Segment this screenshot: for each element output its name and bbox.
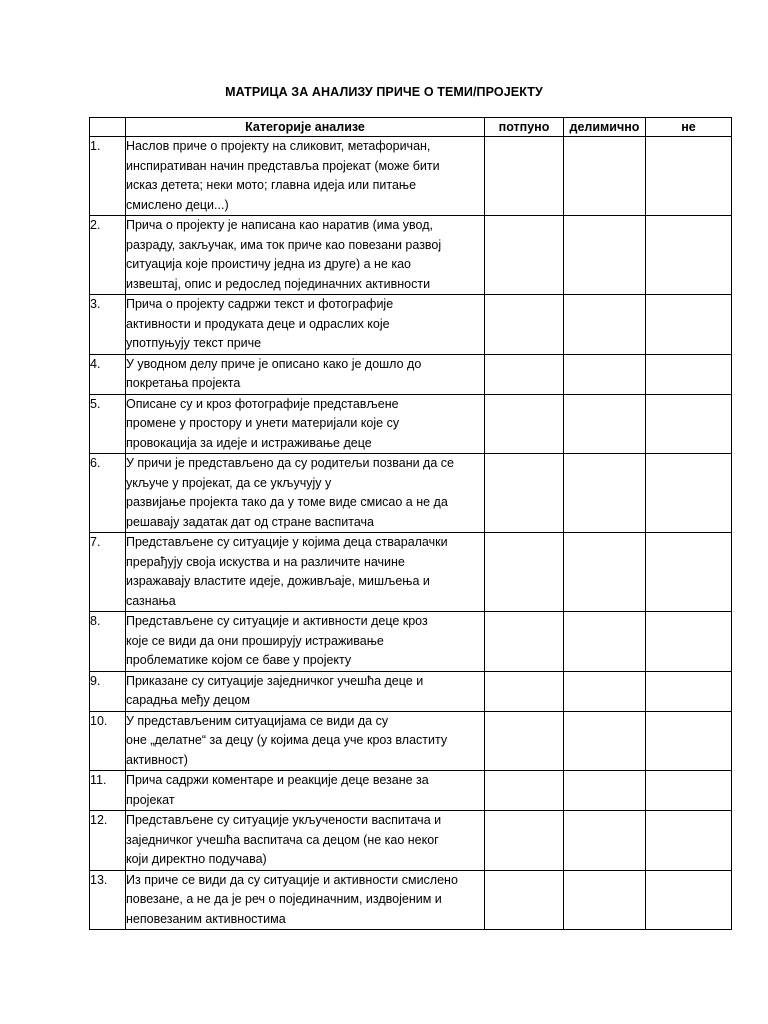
rating-cell-full[interactable] <box>485 711 564 771</box>
rating-cell-full[interactable] <box>485 137 564 216</box>
rating-cell-no[interactable] <box>646 137 732 216</box>
rating-cell-partial[interactable] <box>564 354 646 394</box>
row-number: 5. <box>90 394 126 454</box>
category-text-line: промене у простору и унети материјали које су <box>126 416 400 430</box>
category-text-line: сазнања <box>126 593 176 608</box>
category-text-line: инспиративан начин представља пројекат (може бити <box>126 158 440 173</box>
row-number: 13. <box>90 870 126 930</box>
row-category-text <box>126 295 485 355</box>
category-text-line: активност) <box>126 752 188 767</box>
category-text-line: ситуација које проистичу једна из друге) а не као <box>126 257 412 271</box>
rating-cell-full[interactable] <box>485 870 564 930</box>
table-row <box>90 811 732 871</box>
rating-cell-full[interactable] <box>485 295 564 355</box>
rating-cell-partial[interactable] <box>564 137 646 216</box>
analysis-matrix-table <box>89 117 732 930</box>
rating-cell-partial[interactable] <box>564 671 646 711</box>
category-text-line: које се види да они проширују истраживање <box>126 633 384 648</box>
rating-cell-no[interactable] <box>646 354 732 394</box>
rating-cell-partial[interactable] <box>564 711 646 771</box>
rating-cell-no[interactable] <box>646 454 732 533</box>
table-row <box>90 137 732 216</box>
category-text-line: повезане, а не да је реч о појединачним, издвојеним и <box>126 892 442 906</box>
rating-cell-partial[interactable] <box>564 394 646 454</box>
row-category-text <box>126 612 485 672</box>
header-no: не <box>646 118 732 137</box>
rating-cell-partial[interactable] <box>564 295 646 355</box>
row-category-text <box>126 811 485 871</box>
category-text-line: Представљене су ситуације укључености васпитача и <box>126 813 442 827</box>
table-body <box>90 137 732 930</box>
rating-cell-partial[interactable] <box>564 612 646 672</box>
category-text-line: сарадња међу децом <box>126 693 251 707</box>
rating-cell-partial[interactable] <box>564 811 646 871</box>
table-row <box>90 354 732 394</box>
category-text-line: прерађују своја искуства и на различите начине <box>126 554 405 569</box>
rating-cell-full[interactable] <box>485 216 564 295</box>
table-row <box>90 533 732 612</box>
category-text-line: провокација за идеје и истраживање деце <box>126 435 372 450</box>
row-category-text <box>126 533 485 612</box>
rating-cell-full[interactable] <box>485 454 564 533</box>
table-row <box>90 394 732 454</box>
row-category-text <box>126 711 485 771</box>
category-text-line: Приказане су ситуације заједничког учешћа деце и <box>126 673 424 688</box>
category-text-line: разраду, закључак, има ток приче као повезани развој <box>126 237 442 252</box>
row-category-text <box>126 671 485 711</box>
category-text-line: Описане су и кроз фотографије представљене <box>126 396 399 411</box>
table-row <box>90 295 732 355</box>
category-text-line: који директно подучава) <box>126 852 267 866</box>
category-text-line: Прича о пројекту је написана као наратив (има увод, <box>126 218 434 232</box>
row-number: 8. <box>90 612 126 672</box>
rating-cell-no[interactable] <box>646 295 732 355</box>
header-full: потпуно <box>485 118 564 137</box>
category-text-line: решавају задатак дат од стране васпитача <box>126 514 374 529</box>
row-category-text <box>126 216 485 295</box>
category-text-line: извештај, опис и редослед појединачних активности <box>126 276 431 291</box>
rating-cell-partial[interactable] <box>564 870 646 930</box>
category-text-line: укључе у пројекат, да се укључују у <box>126 475 332 490</box>
row-category-text <box>126 354 485 394</box>
rating-cell-full[interactable] <box>485 354 564 394</box>
category-text-line: Прича садржи коментаре и реакције деце везане за <box>126 773 429 787</box>
category-text-line: Наслов приче о пројекту на сликовит, метафоричан, <box>126 139 431 153</box>
table-row <box>90 612 732 672</box>
rating-cell-no[interactable] <box>646 216 732 295</box>
category-text-line: Прича о пројекту садржи текст и фотографије <box>126 297 394 311</box>
category-text-line: пројекат <box>126 792 175 807</box>
category-text-line: активности и продуката деце и одраслих које <box>126 316 390 331</box>
header-number <box>90 118 126 137</box>
rating-cell-no[interactable] <box>646 612 732 672</box>
rating-cell-partial[interactable] <box>564 533 646 612</box>
row-category-text <box>126 454 485 533</box>
header-partial: делимично <box>564 118 646 137</box>
rating-cell-full[interactable] <box>485 533 564 612</box>
rating-cell-full[interactable] <box>485 771 564 811</box>
rating-cell-no[interactable] <box>646 771 732 811</box>
category-text-line: Представљене су ситуације у којима деца стваралачки <box>126 535 448 549</box>
row-number: 9. <box>90 671 126 711</box>
row-category-text <box>126 394 485 454</box>
rating-cell-no[interactable] <box>646 533 732 612</box>
rating-cell-partial[interactable] <box>564 454 646 533</box>
row-category-text <box>126 771 485 811</box>
row-number: 6. <box>90 454 126 533</box>
category-text-line: заједничког учешћа васпитача са децом (не као неког <box>126 832 439 847</box>
table-row <box>90 216 732 295</box>
category-text-line: Из приче се види да су ситуације и активности смислено <box>126 872 458 887</box>
rating-cell-partial[interactable] <box>564 216 646 295</box>
row-number: 4. <box>90 354 126 394</box>
category-text-line: неповезаним активностима <box>126 911 286 926</box>
category-text-line: покретања пројекта <box>126 376 241 390</box>
category-text-line: У представљеним ситуацијама се види да су <box>126 713 389 728</box>
rating-cell-no[interactable] <box>646 870 732 930</box>
table-row <box>90 454 732 533</box>
category-text-line: употпуњују текст приче <box>126 336 262 350</box>
header-category: Категорије анализе <box>126 118 485 137</box>
rating-cell-full[interactable] <box>485 811 564 871</box>
row-number: 1. <box>90 137 126 216</box>
category-text-line: У причи је представљено да су родитељи позвани да се <box>126 456 454 470</box>
rating-cell-no[interactable] <box>646 671 732 711</box>
row-number: 12. <box>90 811 126 871</box>
row-number: 11. <box>90 771 126 811</box>
table-row <box>90 870 732 930</box>
category-text-line: Представљене су ситуације и активности деце кроз <box>126 614 428 628</box>
rating-cell-full[interactable] <box>485 394 564 454</box>
row-number: 10. <box>90 711 126 771</box>
category-text-line: проблематике којом се баве у пројекту <box>126 653 352 667</box>
table-row <box>90 671 732 711</box>
category-text-line: развијање пројекта тако да у томе виде смисао а не да <box>126 495 448 509</box>
category-text-line: У уводном делу приче је описано како је дошло до <box>126 356 422 371</box>
row-category-text <box>126 870 485 930</box>
rating-cell-partial[interactable] <box>564 771 646 811</box>
table-row <box>90 711 732 771</box>
category-text-line: изражавају властите идеје, доживљаје, мишљења и <box>126 574 430 588</box>
rating-cell-full[interactable] <box>485 612 564 672</box>
rating-cell-no[interactable] <box>646 811 732 871</box>
category-text-line: оне „делатне“ за децу (у којима деца уче кроз властиту <box>126 733 448 747</box>
table-header-row <box>90 118 732 137</box>
document-title: МАТРИЦА ЗА АНАЛИЗУ ПРИЧЕ О ТЕМИ/ПРОЈЕКТУ <box>225 85 543 99</box>
row-category-text <box>126 137 485 216</box>
category-text-line: исказ детета; неки мото; главна идеја или питање <box>126 178 417 192</box>
rating-cell-no[interactable] <box>646 394 732 454</box>
table-row <box>90 771 732 811</box>
row-number: 3. <box>90 295 126 355</box>
row-number: 2. <box>90 216 126 295</box>
category-text-line: смислено деци...) <box>126 197 229 212</box>
rating-cell-no[interactable] <box>646 711 732 771</box>
row-number: 7. <box>90 533 126 612</box>
rating-cell-full[interactable] <box>485 671 564 711</box>
